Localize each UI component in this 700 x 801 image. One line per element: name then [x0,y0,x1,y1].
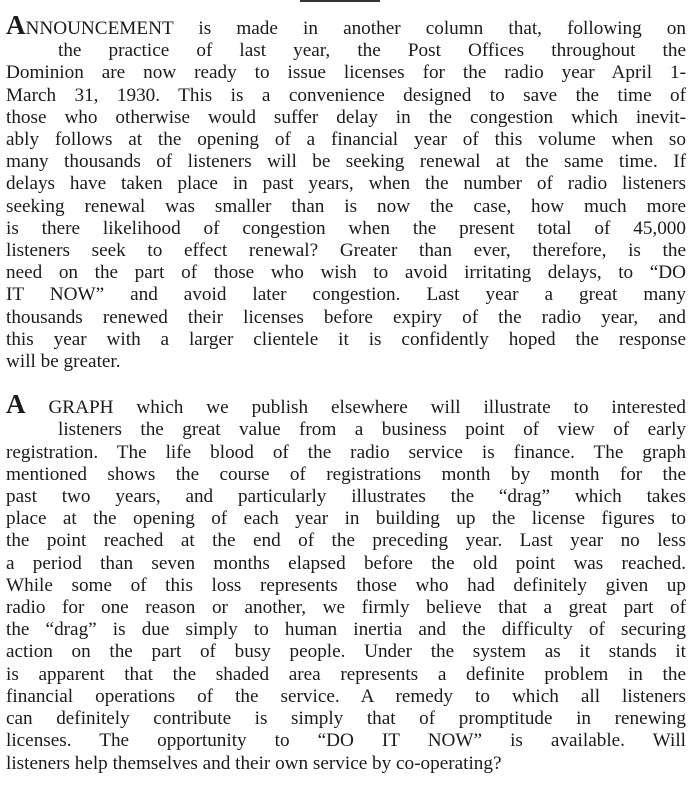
text-line: mentioned shows the course of registrations month by month for the [6,463,686,485]
text-line: thousands renewed their licenses before expiry of the radio year, and [6,306,686,328]
text-line: a period than seven months elapsed before the old point was reached. [6,552,686,574]
text-line: Dominion are now ready to issue licenses for the radio year April 1- [6,62,686,84]
text-line: the “drag” is due simply to human inertia and the difficulty of securing [6,619,686,641]
text-line: this year with a larger clientele it is confidently hoped the response [6,328,686,350]
text-line: those who otherwise would suffer delay in the congestion which inevit- [6,106,686,128]
paragraph-first-line [6,10,686,40]
text-line: the point reached at the end of the preceding year. Last year no less [6,530,686,552]
text-line: many thousands of listeners will be seeking renewal at the same time. If [6,151,686,173]
paragraph-first-line [6,389,687,420]
text-line: is there likelihood of congestion when the present total of 45,000 [6,217,686,239]
text-line: ably follows at the opening of a financial year of this volume when so [6,129,686,151]
text-line: registration. The life blood of the radio service is finance. The graph [6,441,686,463]
text-line: delays have taken place in past years, when the number of radio listeners [6,173,686,195]
text-line: seeking renewal was smaller than is now the case, how much more [6,195,686,217]
text-line: listeners seek to effect renewal? Greater than ever, therefore, is the [6,240,686,262]
text-line: March 31, 1930. This is a convenience designed to save the time of [6,84,686,106]
text-line: the practice of last year, the Post Offices throughout the [58,40,686,62]
text-line: financial operations of the service. A remedy to which all listeners [6,685,686,707]
article [6,10,687,775]
lead-text: NNOUNCEMENT is made in another column that, following on [25,18,686,39]
text-line: radio for one reason or another, we firmly believe that a great part of [6,597,686,619]
text-line: is apparent that the shaded area represents a definite problem in the [6,663,686,685]
text-line: IT NOW” and avoid later congestion. Last year a great many [6,284,686,306]
text-line: licenses. The opportunity to “DO IT NOW” is available. Will [6,730,686,752]
top-rule [300,0,380,2]
dropcap: A [6,389,26,420]
paragraph-graph [6,389,687,774]
text-line: place at the opening of each year in building up the license figures to [6,508,686,530]
text-line: listeners the great value from a business point of view of early [58,419,686,441]
dropcap: A [6,10,26,40]
lead-text: GRAPH which we publish elsewhere will illustrate to interested [48,397,687,419]
text-line: need on the part of those who wish to avoid irritating delays, to “DO [6,262,686,284]
text-line: While some of this loss represents those who had definitely given up [6,574,686,596]
text-line: can definitely contribute is simply that of promptitude in renewing [6,708,686,730]
text-line: past two years, and particularly illustrates the “drag” which takes [6,486,686,508]
paragraph-announcement [6,10,686,373]
text-line: action on the part of busy people. Under the system as it stands it [6,641,686,663]
text-line: will be greater. [6,351,121,373]
text-line: listeners help themselves and their own service by co-operating? [6,752,502,774]
